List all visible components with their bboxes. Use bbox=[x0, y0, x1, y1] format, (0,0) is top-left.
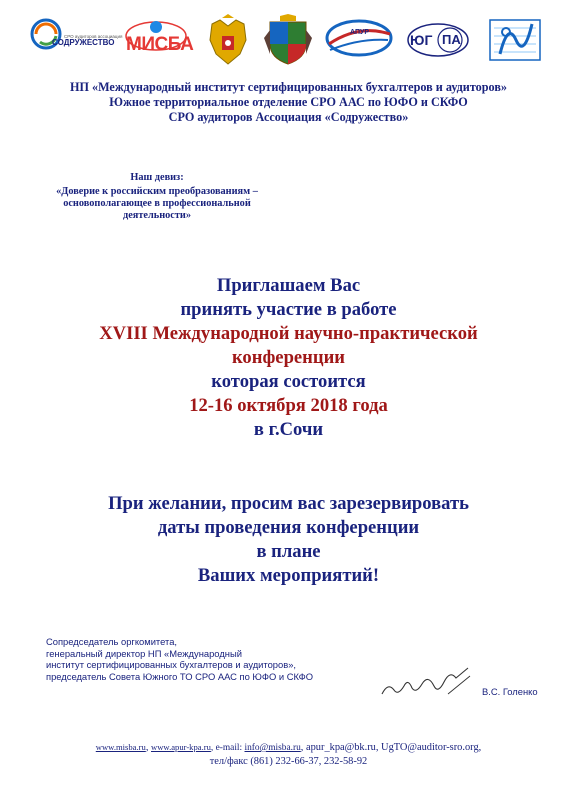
misba-logo bbox=[120, 14, 192, 68]
motto-line-1: «Доверие к российским преобразованиям – bbox=[56, 186, 258, 197]
invitation-line-2: принять участие в работе bbox=[180, 299, 397, 320]
apur-caption: АПУР bbox=[350, 29, 370, 36]
signer-block bbox=[46, 636, 376, 682]
signer-line-1: Сопредседатель оргкомитета, bbox=[46, 636, 178, 647]
emblem-logo bbox=[482, 14, 548, 68]
conference-title-cont: конференции bbox=[231, 347, 346, 368]
handwritten-signature bbox=[378, 664, 474, 709]
sodruzhestvo-logo bbox=[30, 14, 123, 68]
contacts-block bbox=[0, 741, 577, 768]
invitation-block bbox=[0, 274, 577, 442]
signer-line-2: генеральный директор НП «Международный bbox=[46, 647, 242, 659]
motto-line-3: деятельности» bbox=[123, 210, 191, 221]
conference-title: XVIII Международной научно-практической bbox=[99, 323, 478, 344]
request-line-4: Ваших мероприятий! bbox=[197, 565, 380, 586]
logos-row bbox=[30, 14, 550, 72]
signer-line-3: институт сертифицированных бухгалтеров и аудиторов», bbox=[46, 659, 297, 670]
other-emails: , apur_kpa@bk.ru, UgTO@auditor-sro.org, bbox=[300, 742, 482, 753]
misba-caption: МИСБА bbox=[126, 34, 194, 55]
pa-caption-left: ЮГ bbox=[410, 32, 433, 48]
link-email-info[interactable]: info@misba.ru bbox=[244, 743, 301, 753]
header-line-2: Южное территориальное отделение СРО ААС по ЮФО и СКФО bbox=[109, 95, 468, 109]
motto-title: Наш девиз: bbox=[130, 172, 184, 183]
contacts-line-1 bbox=[0, 741, 577, 755]
request-block bbox=[0, 492, 577, 588]
email-prefix: , e-mail: bbox=[210, 743, 245, 753]
request-line-2: даты проведения конференции bbox=[157, 517, 420, 538]
request-line-1: При желании, просим вас зарезервировать bbox=[108, 493, 469, 514]
header-line-3: СРО аудиторов Ассоциация «Содружество» bbox=[168, 110, 409, 124]
apur-logo bbox=[324, 14, 394, 68]
motto-line-2: основополагающее в профессиональной bbox=[63, 198, 251, 209]
contacts-separator: , bbox=[145, 742, 152, 753]
krasnodar-coat-of-arms-logo bbox=[260, 14, 316, 68]
signer-name: В.С. Голенко bbox=[482, 686, 538, 697]
invitation-line-5: которая состоится bbox=[211, 371, 366, 392]
link-apur-site[interactable]: www.apur-kpa.ru bbox=[151, 742, 211, 752]
conference-dates: 12-16 октября 2018 года bbox=[189, 395, 388, 416]
link-misba-site[interactable]: www.misba.ru bbox=[95, 742, 146, 752]
invitation-line-1: Приглашаем Вас bbox=[216, 275, 361, 296]
conference-location: в г.Сочи bbox=[253, 419, 324, 440]
pa-logo bbox=[400, 14, 472, 68]
russia-coat-of-arms-logo bbox=[204, 14, 252, 68]
sodruzhestvo-caption: СОДРУЖЕСТВО bbox=[52, 38, 115, 47]
signer-line-4: председатель Совета Южного ТО СРО ААС по ЮФО и СКФО bbox=[46, 670, 314, 682]
header-line-1: НП «Международный институт сертифицированных бухгалтеров и аудиторов» bbox=[69, 80, 507, 94]
request-line-3: в плане bbox=[256, 541, 321, 562]
svg-text:СРО аудиторов ассоциация: СРО аудиторов ассоциация bbox=[64, 34, 123, 39]
pa-caption-right: ПА bbox=[442, 32, 461, 47]
motto-block bbox=[32, 172, 282, 222]
contacts-phone: тел/факс (861) 232-66-37, 232-58-92 bbox=[209, 756, 368, 767]
organization-header bbox=[0, 80, 577, 125]
